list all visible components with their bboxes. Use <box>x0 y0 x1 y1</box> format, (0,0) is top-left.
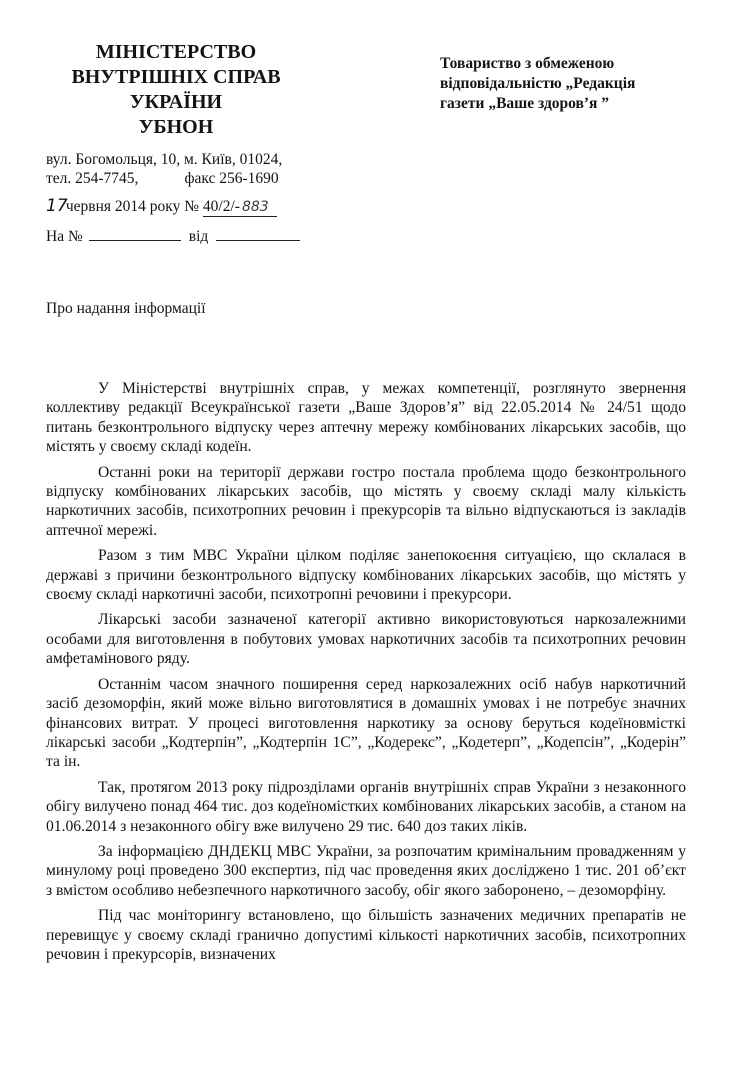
reference-date-label: від <box>188 228 209 245</box>
body-paragraph: Так, протягом 2013 року підрозділами органів внутрішніх справ України з незаконного обігу вилучено понад 464 тис. доз кодеїномістких комбінованих лікарських засобів, а станом на 01.06.2014 з незаконного обігу вже вилучено 29 тис. 640 доз таких ліків. <box>46 778 686 835</box>
sender-department: УБНОН <box>138 116 214 138</box>
reference-number-label: На № <box>46 228 83 245</box>
reference-line <box>46 227 300 246</box>
recipient-line: відповідальністю „Редакція <box>440 75 636 92</box>
body-paragraph: Останні роки на території держави гостро постала проблема щодо безконтрольного відпуску комбінованих лікарських засобів, що містять у своєму складі малу кількість наркотичних засобів, психотропних речовин і прекурсорів та вільно відпускаються із закладів аптечної мережі. <box>46 463 686 539</box>
recipient-block <box>440 54 690 114</box>
reference-date-blank <box>216 227 300 241</box>
recipient-line: газети „Ваше здоров’я ” <box>440 95 610 112</box>
reference-number-blank <box>89 227 181 241</box>
body-paragraph: У Міністерстві внутрішніх справ, у межах компетенції, розглянуто звернення коллективу редакції Всеукраїнської газети „Ваше Здоров’я” від 22.05.2014 № 24/51 щодо питань безконтрольного відпуску через аптечну мережу комбінованих лікарських засобів, що містять у своєму складі кодеїн. <box>46 380 686 456</box>
sender-country: УКРАЇНИ <box>129 91 223 113</box>
sender-ministry: МІНІСТЕРСТВО <box>95 41 257 63</box>
fax-number: факс 256-1690 <box>184 170 279 187</box>
body-paragraph: Разом з тим МВС України цілком поділяє занепокоєння ситуацією, що склалася в державі з причини безконтрольного відпуску комбінованих лікарських засобів, що містять у своєму складі наркотичні засоби, психотропні речовини і прекурсори. <box>46 547 686 604</box>
address-contacts <box>46 169 282 188</box>
recipient-line: Товариство з обмеженою <box>440 55 615 72</box>
number-label: № <box>184 198 200 215</box>
sender-header <box>46 40 306 140</box>
letter-subject: Про надання інформації <box>46 300 206 317</box>
address-street: вул. Богомольця, 10, м. Київ, 01024, <box>46 151 283 168</box>
handwritten-day: 17 <box>46 196 68 216</box>
phone-number: тел. 254-7745, <box>46 170 139 187</box>
letter-date: червня 2014 року <box>65 198 181 215</box>
sender-address <box>46 150 282 188</box>
body-paragraph: Під час моніторингу встановлено, що більшість зазначених медичних препаратів не перевищує у своєму складі гранично допустимі кількості наркотичних засобів, психотропних речовин і прекурсорів, визначених <box>46 907 686 963</box>
body-paragraph: Лікарські засоби зазначеної категорії активно використовуються наркозалежними особами для виготовлення в побутових умовах наркотичних засобів та психотропних речовин амфетамінового ряду. <box>46 611 686 668</box>
letter-number-printed: 40/2/- <box>202 198 240 215</box>
date-line <box>46 196 277 217</box>
letter-number <box>203 198 277 217</box>
letter-number-handwritten: 883 <box>241 199 269 215</box>
body-paragraph: За інформацією ДНДЕКЦ МВС України, за розпочатим кримінальним провадженням у минулому році проведено 300 експертиз, під час проведення яких досліджено 1 тис. 201 об’єкт з вмістом особливо небезпечного наркотичного засобу, обіг якого заборонено, – дезоморфіну. <box>46 842 686 899</box>
body-paragraph: Останнім часом значного поширення серед наркозалежних осіб набув наркотичний засіб дезоморфін, який може вільно виготовлятися в домашніх умовах і не потребує значних фінансових витрат. У процесі виготовлення наркотику за основу беруться кодеїновмісткі лікарські засоби „Кодтерпін”, „Кодтерпін 1С”, „Кодерекс”, „Кодетерп”, „Кодепсін”, „Кодерін” та ін. <box>46 675 686 771</box>
letter-body <box>46 379 686 970</box>
sender-ministry-line2: ВНУТРІШНІХ СПРАВ <box>71 66 281 88</box>
